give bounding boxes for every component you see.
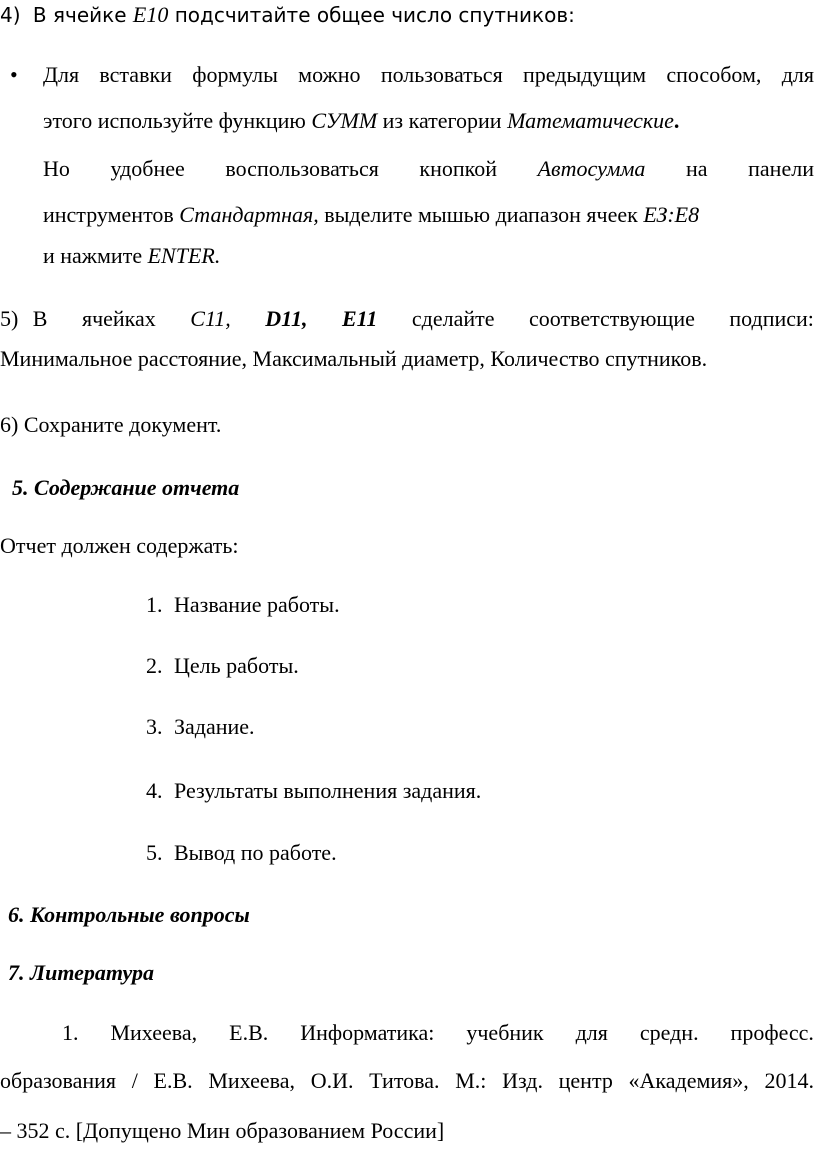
list-item-text: Задание. xyxy=(174,714,255,739)
item-5-cell-d11: D11, xyxy=(265,306,308,331)
bullet-enter-key: ENTER. xyxy=(147,243,221,268)
bullet-line-2-text-c: из категории xyxy=(382,108,502,133)
literature-word: Михеева, xyxy=(110,1020,198,1045)
bullet-word: на xyxy=(686,156,708,181)
bullet-func-name: СУММ xyxy=(311,108,378,133)
list-item xyxy=(146,653,299,679)
literature-line-3: – 352 с. [Допущено Мин образованием России] xyxy=(0,1118,445,1143)
bullet-line-4-text-c: выделите мышью диапазон ячеек xyxy=(324,202,638,227)
bullet-line-5 xyxy=(43,243,220,269)
bullet-line-2 xyxy=(43,108,679,134)
list-item xyxy=(146,592,340,618)
literature-word: Информатика: xyxy=(300,1020,435,1045)
bullet-word: панели xyxy=(748,156,814,181)
bullet-cell-range: ЕЗ:Е8 xyxy=(643,202,700,227)
literature-word: професс. xyxy=(730,1020,814,1045)
item-5-word: ячейках xyxy=(81,306,156,331)
list-item-text: Вывод по работе. xyxy=(174,840,337,865)
list-item-number: 4. xyxy=(146,778,163,803)
bullet-line-2-dot: . xyxy=(673,108,680,133)
item-5-number: 5) xyxy=(0,306,19,331)
item-4-number: 4) xyxy=(0,3,21,27)
item-5-cell-e11: E11 xyxy=(341,306,378,331)
literature-word: для xyxy=(575,1020,608,1045)
literature-number: 1. xyxy=(62,1020,79,1045)
literature-line-1 xyxy=(62,1020,814,1046)
item-5-word: сделайте xyxy=(411,306,495,331)
section-5-heading: 5. Содержание отчета xyxy=(12,475,240,500)
bullet-mark: • xyxy=(10,62,18,87)
list-item xyxy=(146,778,481,804)
literature-line-2: образования / Е.В. Михеева, О.И. Титова. М.: Изд. центр «Академия», 2014. xyxy=(0,1068,814,1093)
bullet-line-4-text-a: инструментов xyxy=(43,202,174,227)
item-6-line: 6) Сохраните документ. xyxy=(0,412,222,437)
item-5-word: В xyxy=(32,306,48,331)
list-item xyxy=(146,840,337,866)
item-4-line xyxy=(0,2,575,28)
section-6-heading: 6. Контрольные вопросы xyxy=(8,902,250,927)
item-5-word: соответствующие xyxy=(528,306,695,331)
list-item-number: 3. xyxy=(146,714,163,739)
literature-word: средн. xyxy=(639,1020,699,1045)
bullet-toolbar-name: Стандартная, xyxy=(179,202,319,227)
list-item-number: 1. xyxy=(146,592,163,617)
list-item-text: Цель работы. xyxy=(174,653,299,678)
bullet-line-3 xyxy=(43,156,814,182)
item-5-line-2: Минимальное расстояние, Максимальный диаметр, Количество спутников. xyxy=(0,346,708,371)
bullet-line-5-text-a: и нажмите xyxy=(43,243,143,268)
item-4-cell: E10 xyxy=(132,2,169,27)
list-item xyxy=(146,714,255,740)
bullet-line-2-text-a: этого используйте функцию xyxy=(43,108,306,133)
literature-word: Е.В. xyxy=(229,1020,269,1045)
list-item-number: 2. xyxy=(146,653,163,678)
bullet-line-1: Для вставки формулы можно пользоваться предыдущим способом, для xyxy=(43,62,814,87)
bullet-line-4 xyxy=(43,202,699,228)
list-item-number: 5. xyxy=(146,840,163,865)
report-intro: Отчет должен содержать: xyxy=(0,533,239,558)
item-5-word: подписи: xyxy=(729,306,814,331)
item-5-cell-c11: C11, xyxy=(190,306,231,331)
list-item-text: Название работы. xyxy=(174,592,340,617)
bullet-word: кнопкой xyxy=(419,156,498,181)
section-7-heading: 7. Литература xyxy=(8,960,154,985)
literature-word: учебник xyxy=(466,1020,544,1045)
item-4-text-b: подсчитайте общее число спутников: xyxy=(174,3,575,27)
list-item-text: Результаты выполнения задания. xyxy=(174,778,482,803)
item-5-line-1 xyxy=(0,306,814,332)
bullet-word: воспользоваться xyxy=(225,156,379,181)
bullet-word: удобнее xyxy=(110,156,185,181)
item-4-text-a: В ячейке xyxy=(32,3,127,27)
bullet-autosum-word: Автосумма xyxy=(537,156,646,181)
bullet-word: Но xyxy=(43,156,70,181)
bullet-category-name: Математические xyxy=(507,108,674,133)
